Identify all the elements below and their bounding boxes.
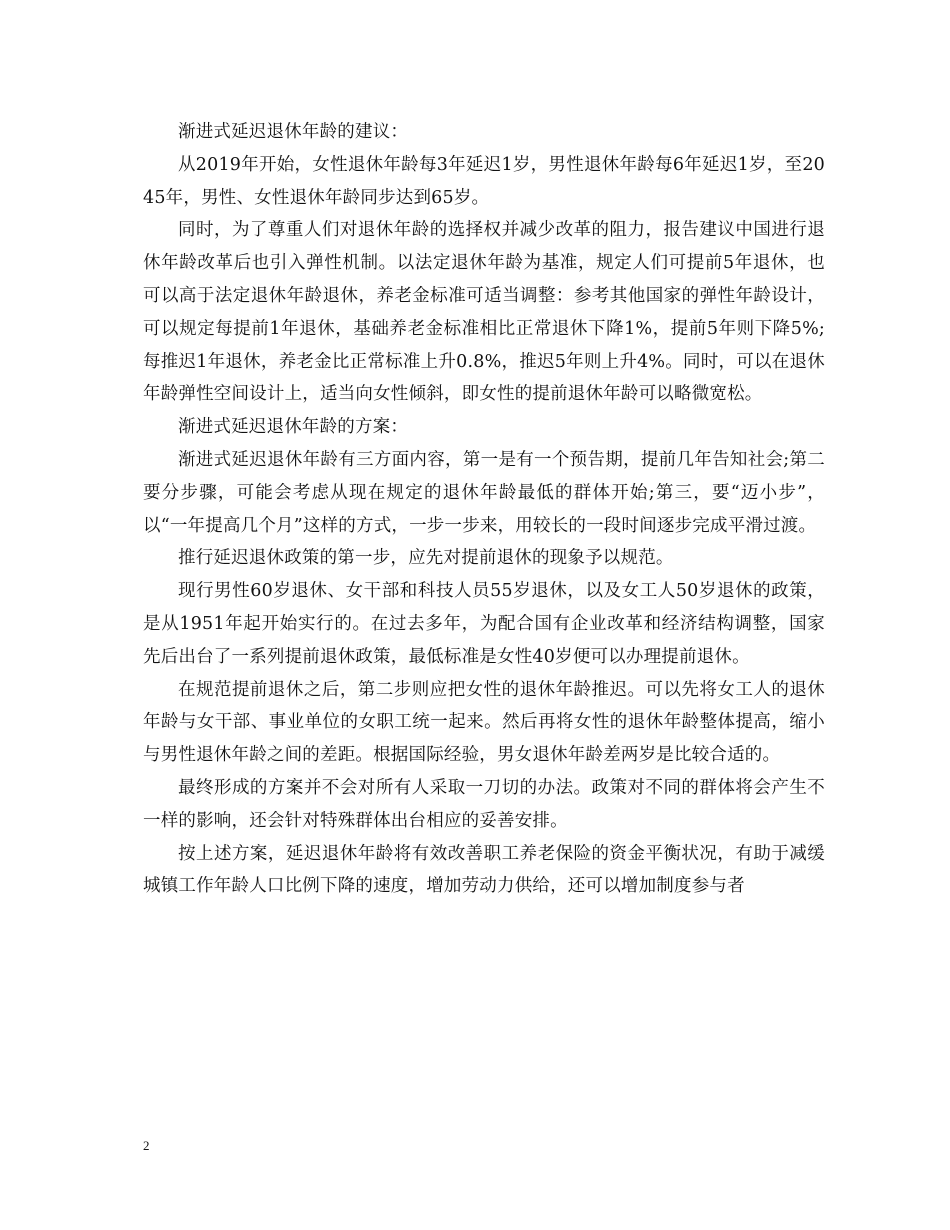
paragraph-heading-proposal: 渐进式延迟退休年龄的建议： — [178, 122, 409, 142]
document-body — [143, 116, 825, 903]
paragraph: 最终形成的方案并不会对所有人采取一刀切的办法。政策对不同的群体将会产生不一样的影响，还会针对特殊群体出台相应的妥善安排。 — [143, 777, 825, 831]
paragraph: 推行延迟退休政策的第一步，应先对提前退休的现象予以规范。 — [178, 548, 674, 569]
paragraph: 按上述方案，延迟退休年龄将有效改善职工养老保险的资金平衡状况，有助于减缓城镇工作年龄人口比例下降的速度，增加劳动力供给，还可以增加制度参与者 — [143, 843, 825, 897]
paragraph: 现行男性60岁退休、女干部和科技人员55岁退休，以及女工人50岁退休的政策，是从1951年起开始实行的。在过去多年，为配合国有企业改革和经济结构调整，国家先后出台了一系列提前退休政策，最低标准是女性40岁便可以办理提前退休。 — [143, 581, 825, 667]
paragraph: 同时，为了尊重人们对退休年龄的选择权并减少改革的阻力，报告建议中国进行退休年龄改革后也引入弹性机制。以法定退休年龄为基准，规定人们可提前5年退休，也可以高于法定退休年龄退休，养老金标准可适当调整：参考其他国家的弹性年龄设计，可以规定每提前1年退休，基础养老金标准相比正常退休下降1%，提前5年则下降5%;每推迟1年退休，养老金比正常标准上升0.8%，推迟5年则上升4%。同时，可以在退休年龄弹性空间设计上，适当向女性倾斜，即女性的提前退休年龄可以略微宽松。 — [143, 220, 825, 405]
paragraph: 从2019年开始，女性退休年龄每3年延迟1岁，男性退休年龄每6年延迟1岁，至2045年，男性、女性退休年龄同步达到65岁。 — [143, 154, 825, 208]
paragraph: 在规范提前退休之后，第二步则应把女性的退休年龄推迟。可以先将女工人的退休年龄与女干部、事业单位的女职工统一起来。然后再将女性的退休年龄整体提高，缩小与男性退休年龄之间的差距。根据国际经验，男女退休年龄差两岁是比较合适的。 — [143, 679, 825, 766]
paragraph: 渐进式延迟退休年龄有三方面内容，第一是有一个预告期，提前几年告知社会;第二要分步骤，可能会考虑从现在规定的退休年龄最低的群体开始;第三，要“迈小步”，以“一年提高几个月”这样的方式，一步一步来，用较长的一段时间逐步完成平滑过渡。 — [143, 449, 825, 536]
paragraph-heading-plan: 渐进式延迟退休年龄的方案： — [178, 417, 409, 438]
page-number: 2 — [143, 1138, 150, 1153]
